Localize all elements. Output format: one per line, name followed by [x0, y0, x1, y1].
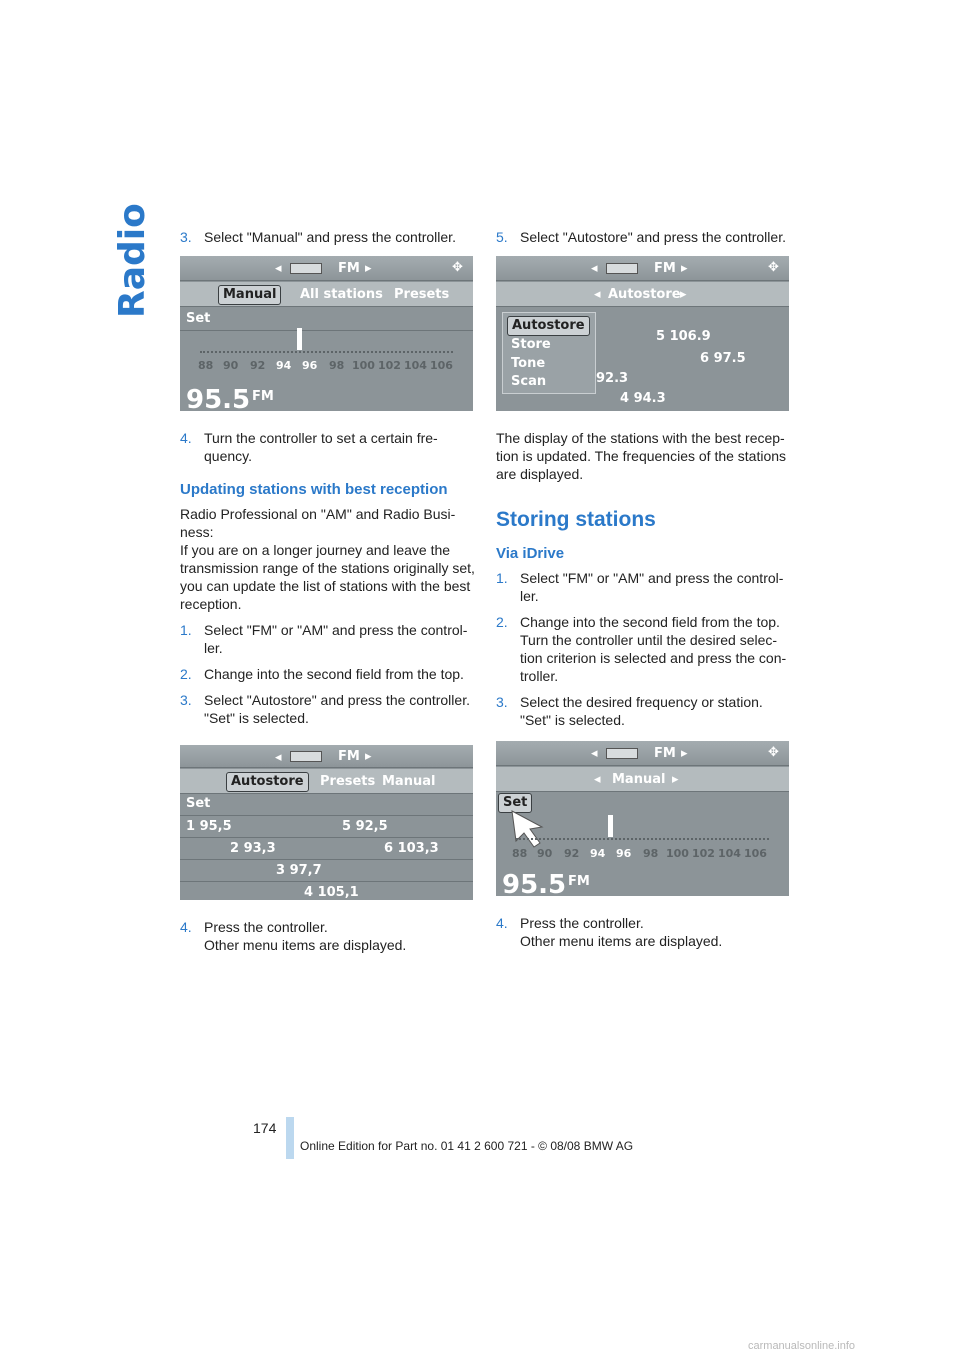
compass-icon: ✥	[768, 745, 779, 760]
band-label: FM	[654, 746, 676, 761]
subheading: Updating stations with best reception	[180, 481, 448, 498]
compass-icon: ✥	[768, 260, 779, 275]
step-number: 2.	[496, 614, 508, 630]
step-text: Select "FM" or "AM" and press the control-ler.	[204, 622, 468, 656]
step-text: Select the desired frequency or station.	[520, 694, 763, 710]
menu-item-tone[interactable]: Tone	[511, 356, 546, 371]
tuner-needle-icon	[608, 815, 613, 837]
radio-icon	[606, 748, 638, 759]
band-label: FM	[338, 749, 360, 764]
radio-icon	[290, 751, 322, 762]
section-heading: Storing stations	[496, 508, 656, 531]
right-arrow-icon: ▸	[681, 261, 688, 276]
step-number: 3.	[496, 694, 508, 710]
step-text: Turn the controller to set a certain fre-quency.	[204, 430, 438, 464]
right-column	[496, 228, 791, 958]
tab-all-stations[interactable]: All stations	[300, 287, 383, 302]
step	[180, 691, 475, 727]
step-number: 4.	[180, 919, 192, 935]
divider	[180, 859, 473, 860]
idrive-screen-manual	[180, 256, 473, 411]
set-row[interactable]: Set	[186, 311, 211, 326]
tick-label: 88	[198, 359, 214, 372]
divider	[180, 881, 473, 882]
compass-icon: ✥	[452, 260, 463, 275]
tab-autostore[interactable]: Autostore	[226, 772, 309, 792]
tab-bar	[180, 282, 473, 307]
left-arrow-icon: ◂	[594, 772, 601, 787]
tab-manual[interactable]: Manual	[382, 774, 436, 789]
footer-text: Online Edition for Part no. 01 41 2 600 721 - © 08/08 BMW AG	[300, 1139, 634, 1153]
step-text: Select "Autostore" and press the controller.	[520, 229, 786, 245]
station-list-item[interactable]: 2 93,3	[230, 841, 276, 856]
divider	[180, 815, 473, 816]
left-arrow-icon: ◂	[591, 746, 598, 761]
set-row[interactable]: Set	[498, 793, 532, 813]
radio-icon	[290, 263, 322, 274]
tick-label: 88	[512, 847, 528, 860]
step-number: 3.	[180, 692, 192, 708]
tick-label: 104	[718, 847, 741, 860]
right-arrow-icon: ▸	[680, 287, 687, 302]
tuner-needle-icon	[297, 328, 302, 350]
tick-label: 90	[537, 847, 553, 860]
station-list-item[interactable]: 5 92,5	[342, 819, 388, 834]
station-list-item[interactable]: 3 97,7	[276, 863, 322, 878]
paragraph: If you are on a longer journey and leave the transmission range of the stations originally set, you can update the list of stations with the best reception.	[180, 542, 475, 612]
page-number: 174	[253, 1120, 277, 1136]
station-list-item[interactable]: 4 105,1	[304, 885, 359, 900]
step	[496, 613, 791, 685]
step-text: Select "FM" or "AM" and press the control-ler.	[520, 570, 784, 604]
popup-menu	[502, 312, 596, 394]
tab-bar	[180, 769, 473, 794]
top-bar	[496, 741, 789, 766]
tick-label: 90	[223, 359, 239, 372]
station-list-item[interactable]: 4 94.3	[620, 391, 666, 406]
left-arrow-icon: ◂	[594, 287, 601, 302]
mode-label: Manual	[612, 772, 666, 787]
top-bar	[180, 745, 473, 768]
step	[496, 693, 791, 729]
step-number: 5.	[496, 229, 508, 245]
step-text: Change into the second field from the top.	[204, 666, 464, 682]
divider	[180, 837, 473, 838]
right-arrow-icon: ▸	[672, 772, 679, 787]
right-arrow-icon: ▸	[365, 749, 372, 764]
tuner-scale-line	[516, 838, 769, 841]
sub-bar	[496, 282, 789, 307]
step-subtext: "Set" is selected.	[204, 710, 309, 726]
tick-label: 96	[302, 359, 318, 372]
step	[496, 569, 791, 605]
tick-label: 96	[616, 847, 632, 860]
menu-item-autostore[interactable]: Autostore	[507, 316, 590, 336]
tick-label: 100	[666, 847, 689, 860]
frequency-band: FM	[568, 874, 590, 889]
step-number: 1.	[180, 622, 192, 638]
tick-label: 94	[276, 359, 292, 372]
menu-item-scan[interactable]: Scan	[511, 374, 547, 389]
paragraph: Radio Professional on "AM" and Radio Busi-ness:	[180, 506, 456, 540]
left-arrow-icon: ◂	[275, 261, 282, 276]
step-text: Select "Manual" and press the controller.	[204, 229, 456, 245]
right-arrow-icon: ▸	[681, 746, 688, 761]
sub-bar	[496, 767, 789, 792]
tick-label: 104	[404, 359, 427, 372]
tick-label: 92	[250, 359, 266, 372]
tab-presets[interactable]: Presets	[320, 774, 376, 789]
footer-accent-bar	[286, 1117, 294, 1159]
tuner-scale-line	[200, 351, 453, 354]
tick-label: 92	[564, 847, 580, 860]
tab-manual[interactable]: Manual	[218, 285, 281, 305]
subheading: Via iDrive	[496, 545, 565, 562]
step-text: Press the controller.	[520, 915, 644, 931]
step-text: Select "Autostore" and press the controller.	[204, 692, 470, 708]
left-arrow-icon: ◂	[591, 261, 598, 276]
menu-item-store[interactable]: Store	[511, 337, 551, 352]
frequency-readout: 95.5	[186, 385, 251, 411]
pointer-arrow-icon	[508, 809, 548, 849]
left-column	[180, 228, 475, 962]
frequency-readout: 95.5	[502, 870, 567, 896]
watermark: carmanualsonline.info	[748, 1340, 856, 1352]
step-text: Change into the second field from the top. Turn the controller until the desired selec-tion criterion is selected and press the con-troller.	[520, 614, 787, 684]
band-label: FM	[338, 261, 360, 276]
station-list-item[interactable]: 92.3	[596, 371, 629, 386]
step	[180, 429, 475, 465]
step	[180, 228, 475, 246]
station-list-item[interactable]: 6 97.5	[700, 351, 746, 366]
tick-label: 102	[692, 847, 715, 860]
step-number: 4.	[180, 430, 192, 446]
radio-icon	[606, 263, 638, 274]
step-text: Press the controller.	[204, 919, 328, 935]
mode-label: Autostore	[608, 287, 681, 302]
tick-label: 98	[329, 359, 345, 372]
idrive-screen-autostore	[180, 745, 473, 900]
step	[496, 228, 791, 246]
set-row[interactable]: Set	[186, 796, 211, 811]
tick-label: 106	[430, 359, 453, 372]
step-number: 3.	[180, 229, 192, 245]
tab-presets[interactable]: Presets	[394, 287, 450, 302]
step	[180, 665, 475, 683]
step-subtext: Other menu items are displayed.	[520, 933, 723, 949]
step-subtext: Other menu items are displayed.	[204, 937, 407, 953]
band-label: FM	[654, 261, 676, 276]
divider	[180, 330, 473, 331]
tick-label: 100	[352, 359, 375, 372]
station-list-item[interactable]: 6 103,3	[384, 841, 439, 856]
step-number: 4.	[496, 915, 508, 931]
tick-label: 94	[590, 847, 606, 860]
left-arrow-icon: ◂	[275, 750, 282, 765]
station-list-item[interactable]: 1 95,5	[186, 819, 232, 834]
tick-label: 102	[378, 359, 401, 372]
step-number: 2.	[180, 666, 192, 682]
idrive-screen-manual-set	[496, 741, 789, 896]
step	[496, 914, 791, 950]
paragraph: The display of the stations with the best recep-tion is updated. The frequencies of the stations are displayed.	[496, 430, 787, 482]
step-number: 1.	[496, 570, 508, 586]
top-bar	[180, 256, 473, 281]
frequency-band: FM	[252, 389, 274, 404]
step-subtext: "Set" is selected.	[520, 712, 625, 728]
right-arrow-icon: ▸	[365, 261, 372, 276]
tick-label: 98	[643, 847, 659, 860]
top-bar	[496, 256, 789, 281]
step	[180, 621, 475, 657]
idrive-screen-autostore-menu	[496, 256, 789, 411]
station-list-item[interactable]: 5 106.9	[656, 329, 711, 344]
tick-label: 106	[744, 847, 767, 860]
step	[180, 918, 475, 954]
section-title: Radio	[112, 203, 153, 318]
